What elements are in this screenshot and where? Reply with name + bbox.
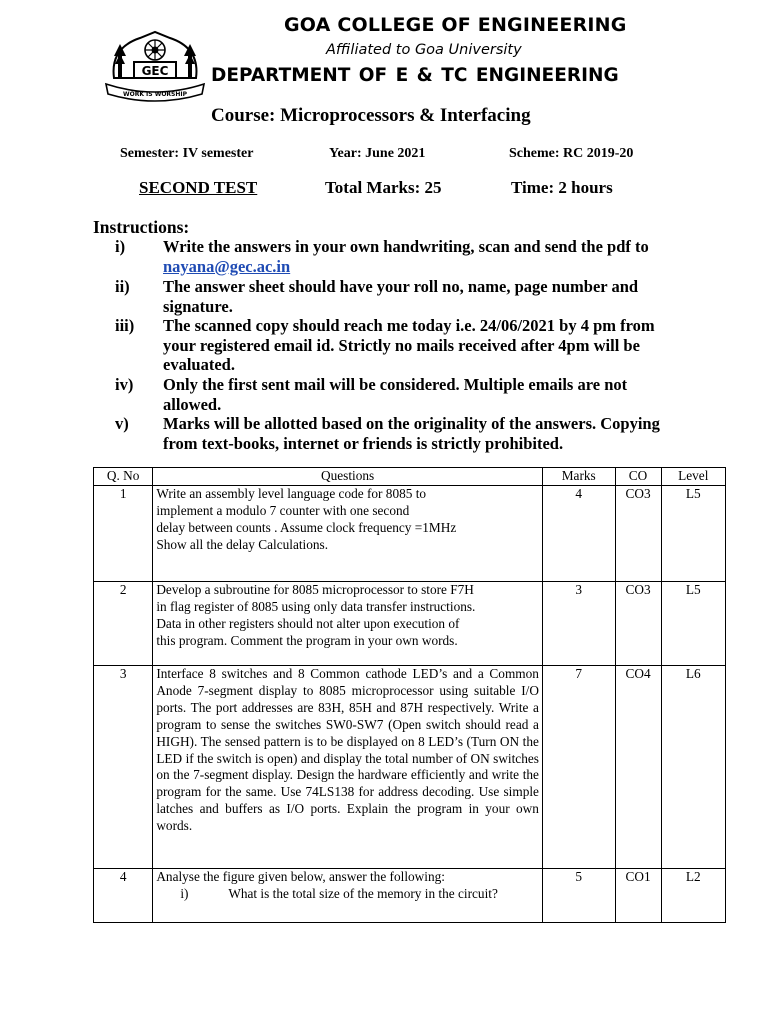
cell-marks: 7 — [542, 666, 615, 869]
instruction-number: iv) — [115, 375, 134, 394]
header-level: Level — [661, 468, 725, 486]
year: Year: June 2021 — [329, 146, 426, 161]
instruction-text: Only the first sent mail will be considered. Multiple emails are not allowed. — [163, 375, 628, 414]
cell-qno: 1 — [94, 486, 153, 582]
instruction-text — [163, 237, 683, 276]
semester: Semester: IV semester — [120, 146, 254, 161]
table-row — [94, 869, 726, 923]
question-line: Show all the delay Calculations. — [156, 536, 329, 552]
question-line: this program. Comment the program in your own words. — [156, 632, 458, 648]
cell-question — [153, 869, 543, 923]
test-title: SECOND TEST — [139, 178, 258, 197]
logo-text: GEC — [141, 64, 169, 78]
sub-question-text: What is the total size of the memory in the circuit? — [228, 885, 498, 901]
instruction-number: i) — [115, 237, 126, 256]
header-questions: Questions — [153, 468, 543, 486]
department-name: DEPARTMENT OF E & TC ENGINEERING — [211, 65, 619, 86]
instruction-text: The answer sheet should have your roll no, name, page number and signature. — [163, 277, 639, 316]
question-line: Write an assembly level language code for 8085 to — [156, 486, 427, 501]
cell-marks: 5 — [542, 869, 615, 923]
scheme: Scheme: RC 2019-20 — [509, 146, 634, 161]
header-qno: Q. No — [94, 468, 153, 486]
table-row — [94, 486, 726, 582]
instruction-number: v) — [115, 414, 129, 433]
cell-question: Interface 8 switches and 8 Common cathode LED’s and a Common Anode 7-segment display to 8085 microprocessor using suitable I/O ports. The port addresses are 83H, 85H and 87H respectively. Write a program to sense the switches SW0-SW7 (Open switch should read a HIGH). The sensed pattern is to be displayed on 8 LED’s (Turn ON the LED if the switch is open) and display the total number of ON switches on the 7-segment display. Design the hardware efficiently and write the program for the same. Use 74LS138 for address decoding. Use simple latches and buffers as I/O ports. Explain the program in your own words. — [153, 666, 543, 869]
email-link[interactable]: nayana@gec.ac.in — [163, 256, 291, 276]
cell-marks: 3 — [542, 582, 615, 666]
instruction-number: ii) — [115, 277, 130, 296]
sub-question-number: i) — [180, 885, 189, 901]
cell-level: L6 — [661, 666, 725, 869]
cell-co: CO3 — [615, 582, 661, 666]
instruction-text: The scanned copy should reach me today i.e. 24/06/2021 by 4 pm from your registered email id. Strictly no mails received after 4pm will be evaluated. — [163, 316, 655, 374]
cell-level: L5 — [661, 486, 725, 582]
cell-qno: 2 — [94, 582, 153, 666]
question-line: delay between counts . Assume clock frequency =1MHz — [156, 519, 457, 535]
cell-question — [153, 486, 543, 582]
table-header-row — [94, 468, 726, 486]
questions-table — [93, 467, 726, 923]
affiliation: Affiliated to Goa University — [326, 42, 522, 58]
instruction-text-part: Write the answers in your own handwriting, scan and send the pdf to — [163, 237, 649, 256]
question-line: implement a modulo 7 counter with one second — [156, 502, 410, 518]
cell-qno: 3 — [94, 666, 153, 869]
instructions-title: Instructions: — [93, 217, 190, 237]
question-line: in flag register of 8085 using only data transfer instructions. — [156, 598, 476, 614]
instruction-text: Marks will be allotted based on the originality of the answers. Copying from text-books, internet or friends is strictly prohibited. — [163, 414, 660, 453]
total-marks: Total Marks: 25 — [325, 178, 442, 197]
cell-question — [153, 582, 543, 666]
header-co: CO — [615, 468, 661, 486]
cell-co: CO4 — [615, 666, 661, 869]
cell-level: L5 — [661, 582, 725, 666]
question-intro: Analyse the figure given below, answer the following: — [156, 869, 445, 884]
question-line: Data in other registers should not alter upon execution of — [156, 615, 460, 631]
question-line: Develop a subroutine for 8085 microprocessor to store F7H — [156, 582, 474, 597]
exam-time: Time: 2 hours — [511, 178, 613, 197]
instruction-number: iii) — [115, 316, 135, 335]
college-logo — [100, 26, 210, 106]
cell-co: CO1 — [615, 869, 661, 923]
cell-level: L2 — [661, 869, 725, 923]
cell-co: CO3 — [615, 486, 661, 582]
college-name: GOA COLLEGE OF ENGINEERING — [284, 14, 627, 36]
sub-question — [156, 886, 539, 903]
logo-motto: WORK IS WORSHIP — [122, 91, 188, 98]
table-row — [94, 582, 726, 666]
college-seal-icon — [100, 26, 210, 106]
cell-qno: 4 — [94, 869, 153, 923]
cell-marks: 4 — [542, 486, 615, 582]
header-marks: Marks — [542, 468, 615, 486]
table-row — [94, 666, 726, 869]
course-title: Course: Microprocessors & Interfacing — [211, 105, 531, 126]
